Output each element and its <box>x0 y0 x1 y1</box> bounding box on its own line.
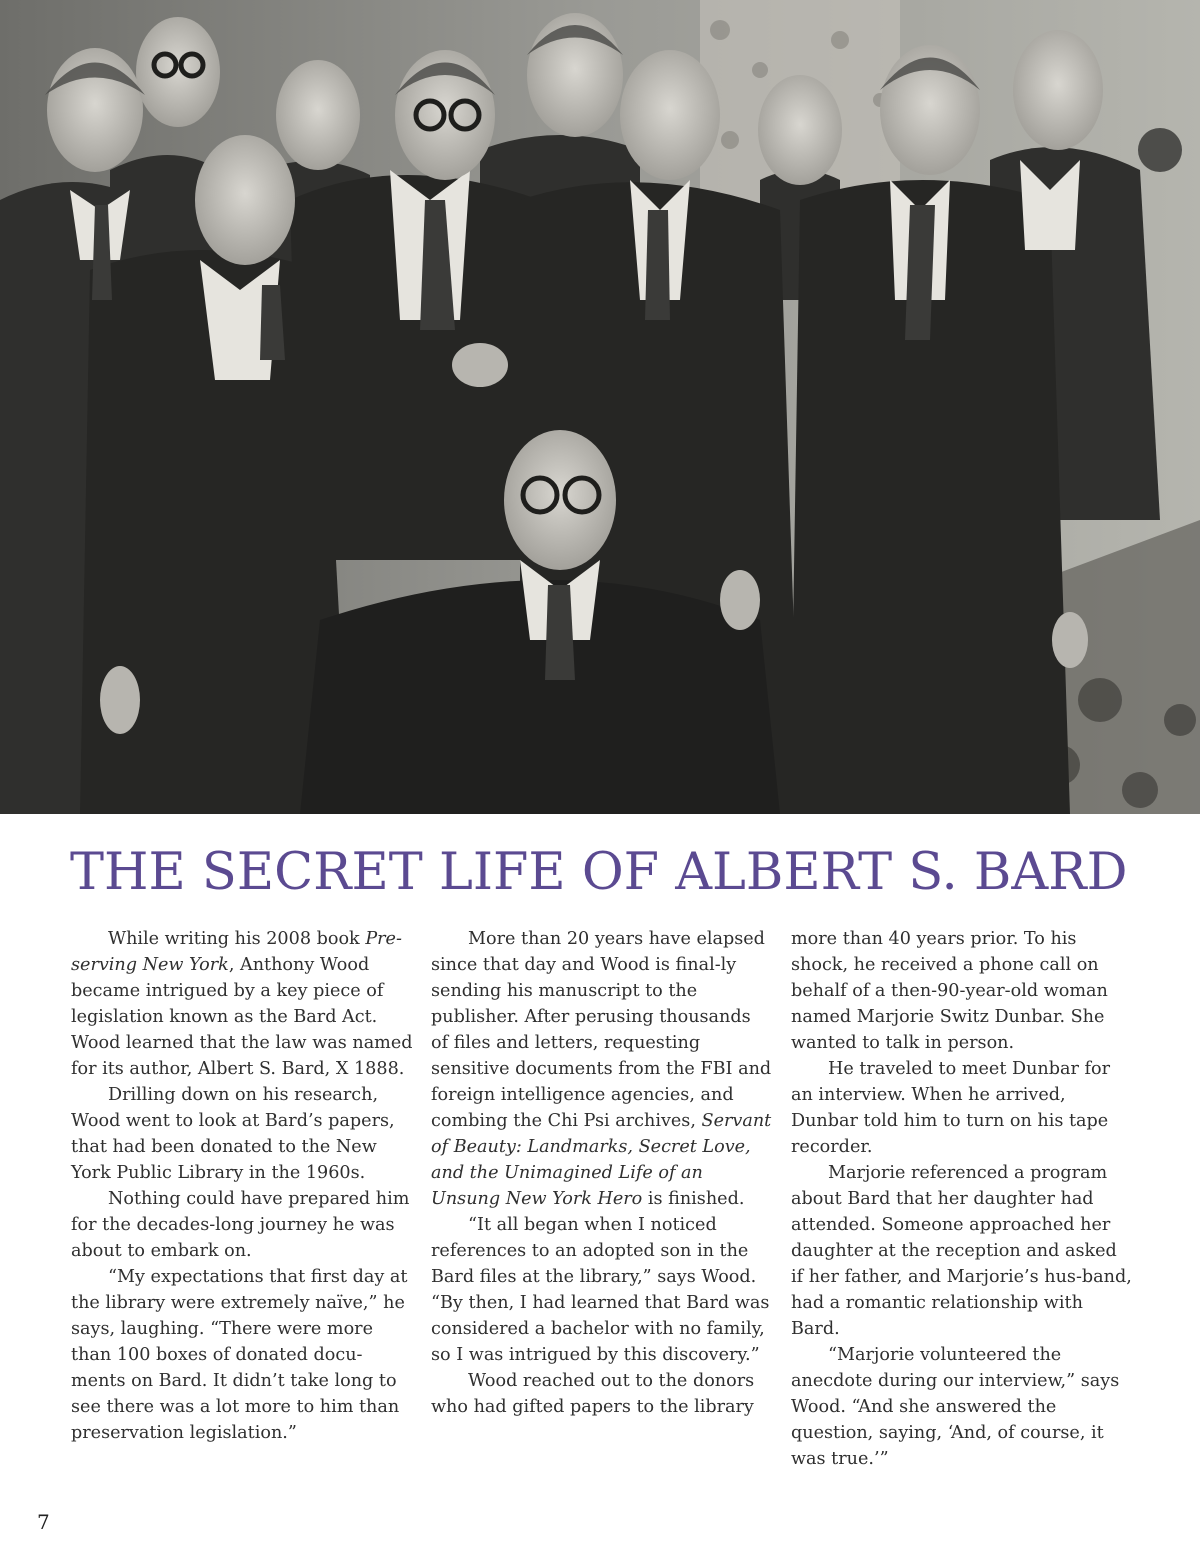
page-number: 7 <box>37 1510 50 1534</box>
paragraph <box>431 926 773 1212</box>
article-column-1 <box>71 926 413 1446</box>
book-title: Servant of Beauty: Landmarks, Secret Love, and the Unimagined Life of an Unsung New York Hero <box>431 1111 772 1209</box>
paragraph: “Marjorie volunteered the anecdote during our interview,” says Wood. “And she answered the question, saying, ‘And, of course, it was true.’” <box>791 1345 1120 1469</box>
paragraph: more than 40 years prior. To his shock, he received a phone call on behalf of a then-90-year-old woman named Marjorie Switz Dunbar. She wanted to talk in person. <box>791 929 1108 1053</box>
paragraph: He traveled to meet Dunbar for an interview. When he arrived, Dunbar told him to turn on his tape recorder. <box>791 1059 1111 1157</box>
paragraph <box>71 926 413 1082</box>
book-title: Pre-serving New York <box>71 929 402 975</box>
article-column-3 <box>791 926 1133 1472</box>
paragraph: Marjorie referenced a program about Bard that her daughter had attended. Someone approached her daughter at the reception and asked if her father, and Marjorie’s hus-band, had a romantic relationship with Bard. <box>791 1163 1132 1339</box>
paragraph: Nothing could have prepared him for the decades-long journey he was about to embark on. <box>71 1189 410 1261</box>
paragraph: “My expectations that first day at the library were extremely naïve,” he says, laughing. “There were more than 100 boxes of donated docu-ments on Bard. It didn’t take long to see there was a lot more to him than preservation legislation.” <box>71 1267 408 1443</box>
article-column-2 <box>431 926 773 1420</box>
paragraph-text: , Anthony Wood became intrigued by a key piece of legislation known as the Bard Act. Wood learned that the law was named for its author, Albert S. Bard, X 1888. <box>71 955 413 1079</box>
paragraph: Wood reached out to the donors who had gifted papers to the library <box>431 1371 755 1417</box>
paragraph-text: is finished. <box>642 1189 745 1209</box>
paragraph: “It all began when I noticed references to an adopted son in the Bard files at the library,” says Wood. “By then, I had learned that Bard was considered a bachelor with no family, so I was intrigued by this discovery.” <box>431 1215 770 1365</box>
article-title: THE SECRET LIFE OF ALBERT S. BARD <box>70 843 1128 902</box>
paragraph-text: While writing his 2008 book <box>108 929 366 949</box>
paragraph: Drilling down on his research, Wood went to look at Bard’s papers, that had been donated to the New York Public Library in the 1960s. <box>71 1085 395 1183</box>
paragraph-text: More than 20 years have elapsed since that day and Wood is final-ly sending his manuscript to the publisher. After perusing thousands of files and letters, requesting sensitive documents from the FBI and foreign intelligence agencies, and combing the Chi Psi archives, <box>431 929 772 1131</box>
